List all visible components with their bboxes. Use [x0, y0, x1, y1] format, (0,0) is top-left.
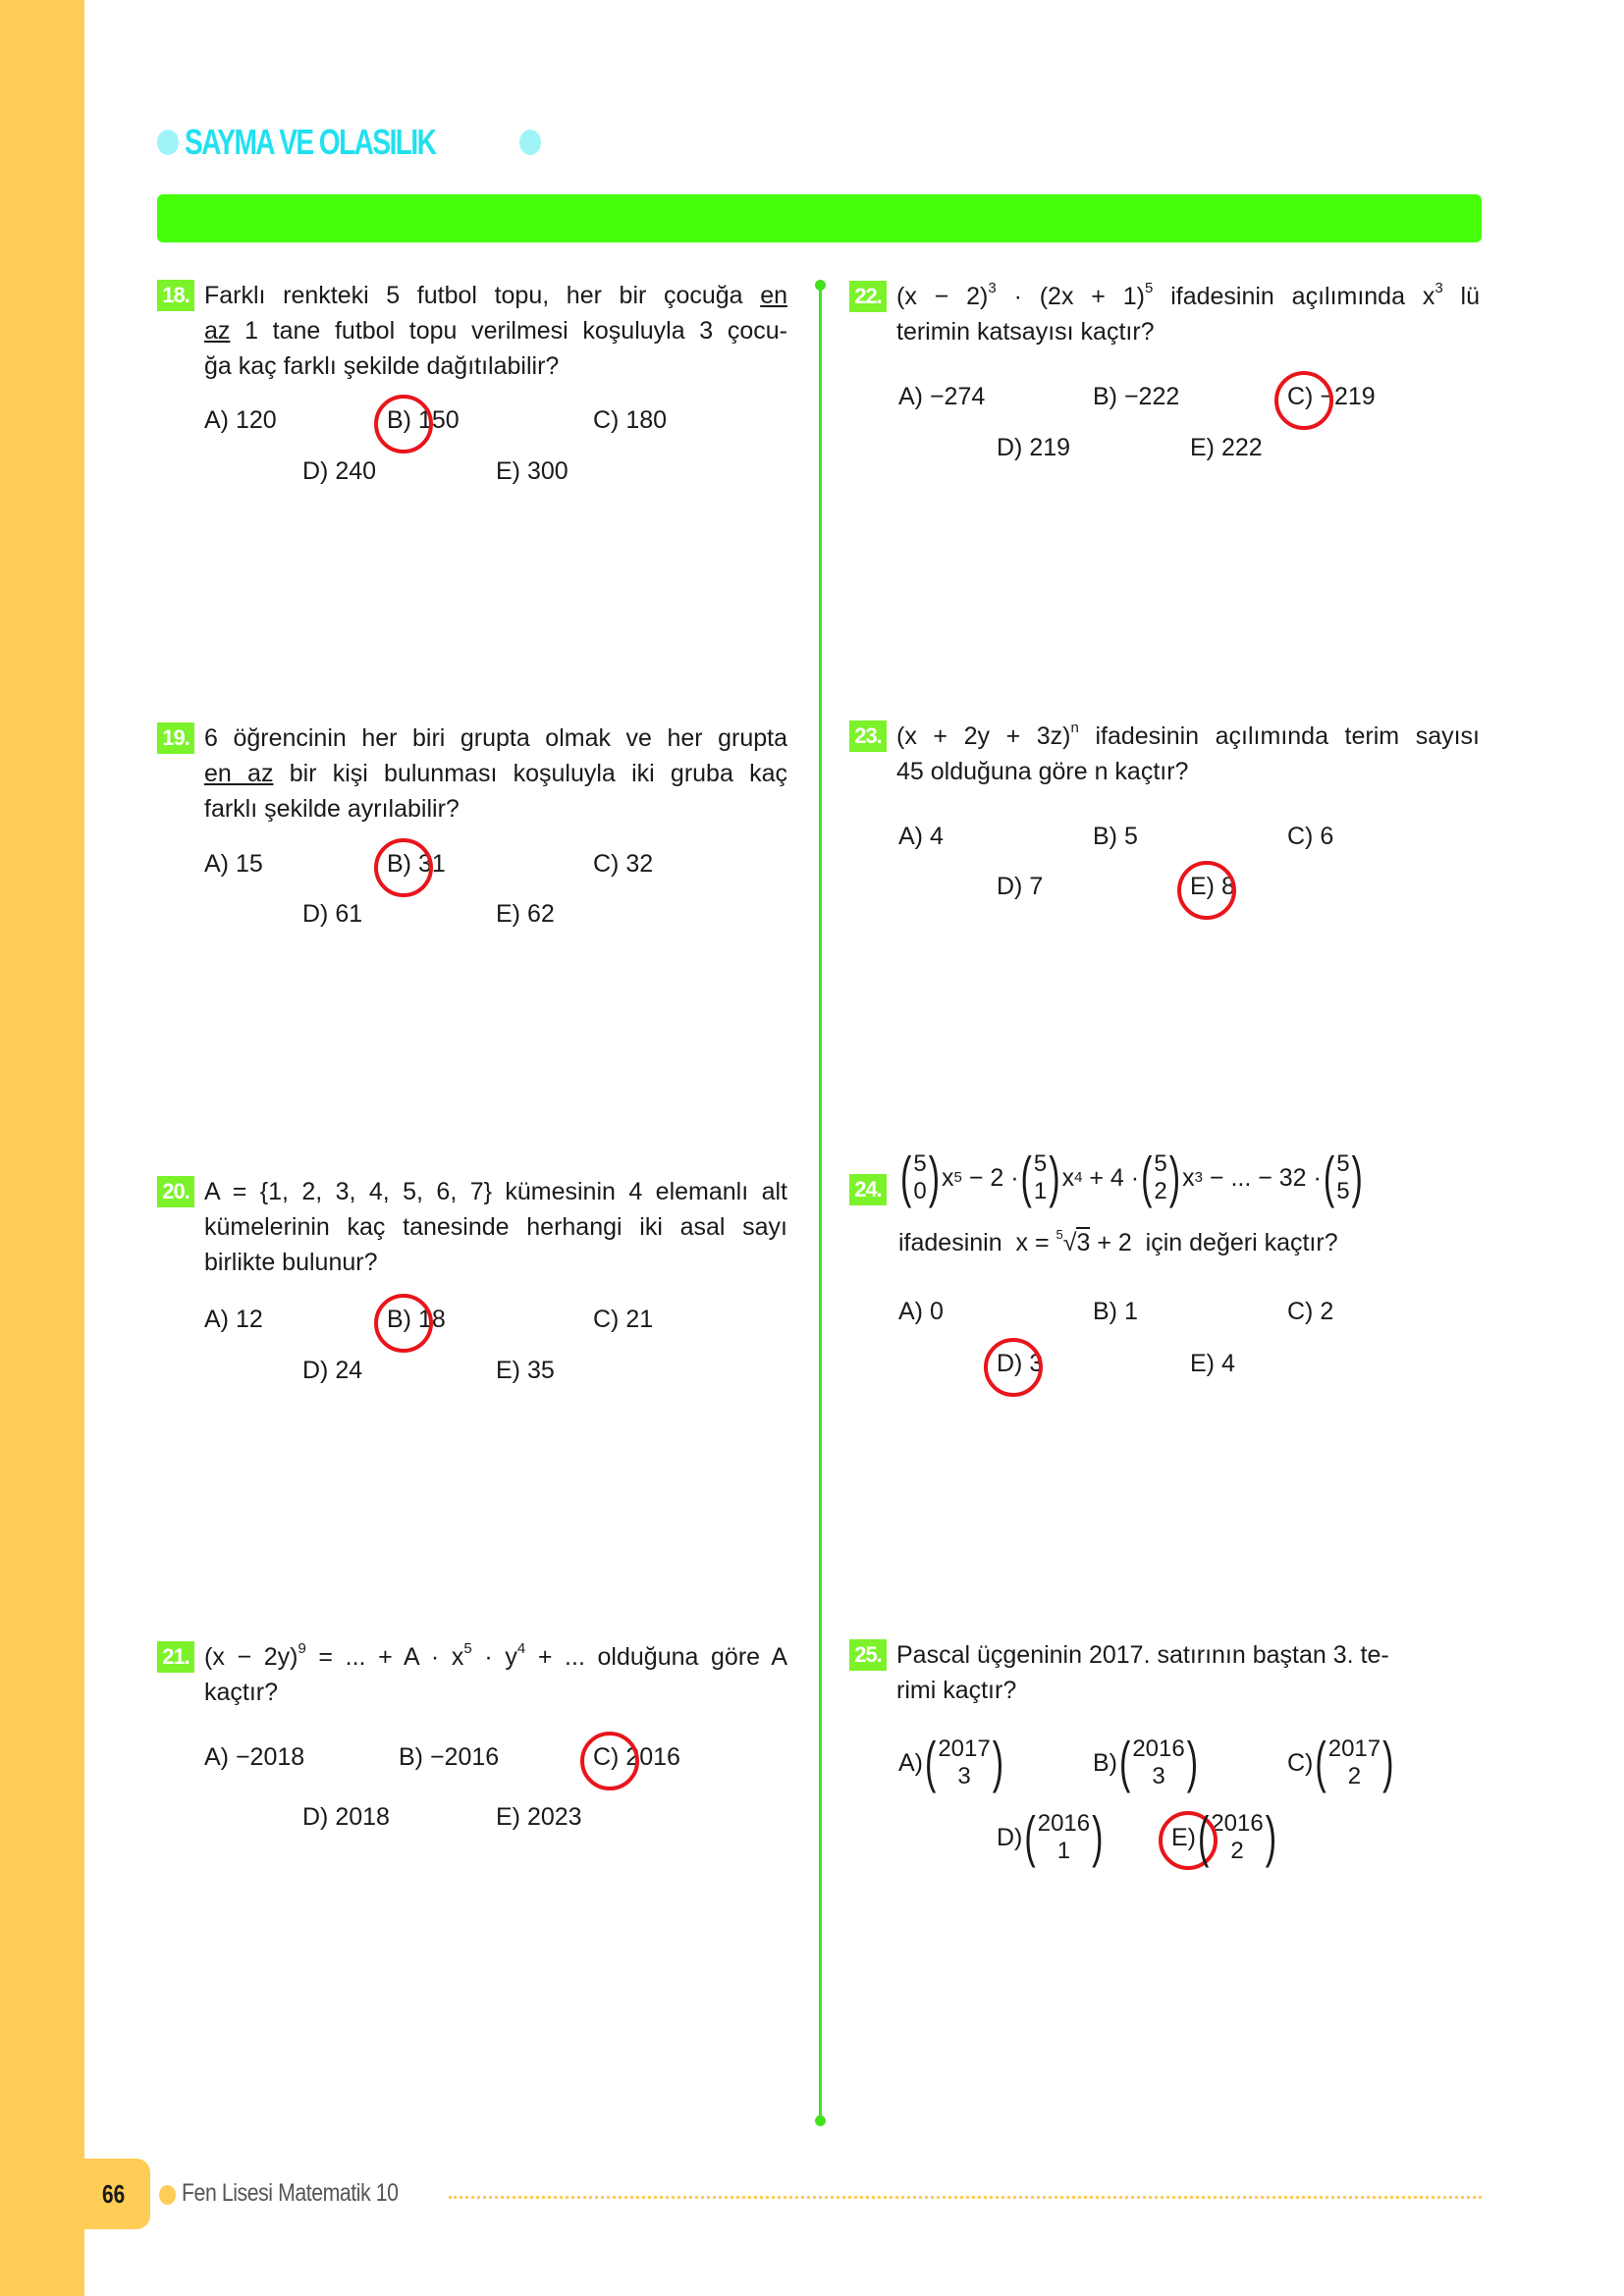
option-b[interactable]	[1093, 1298, 1138, 1326]
option-e[interactable]	[496, 1357, 555, 1385]
text: 3	[1076, 1229, 1091, 1256]
text: 4	[1220, 1350, 1235, 1377]
binomial	[925, 1730, 1004, 1794]
option-a[interactable]	[204, 1743, 304, 1772]
math-part: (	[1119, 1730, 1131, 1794]
text: 180	[625, 406, 668, 434]
binomial	[900, 1146, 941, 1210]
text: 5	[1056, 1227, 1063, 1242]
text: 7	[1029, 873, 1044, 900]
text: 8	[1220, 873, 1235, 900]
math-part	[1326, 1735, 1382, 1790]
math-part	[936, 1735, 992, 1790]
option-c[interactable]	[1287, 823, 1333, 851]
text: C)	[593, 850, 620, 878]
option-e[interactable]	[1190, 434, 1263, 462]
option-d[interactable]	[997, 434, 1070, 462]
text: 3	[957, 1763, 971, 1789]
text: D)	[302, 1357, 329, 1384]
math-part	[911, 1150, 928, 1205]
text: B)	[1093, 1298, 1117, 1325]
option-a[interactable]	[204, 850, 263, 879]
option-b[interactable]	[1093, 383, 1179, 411]
text: ifadesinin x =	[898, 1229, 1056, 1256]
option-b[interactable]	[399, 1743, 499, 1772]
text: (x + 2y + 3z)	[896, 722, 1071, 750]
math-part: (	[1024, 1804, 1036, 1869]
option-a[interactable]	[898, 1298, 944, 1326]
math-part: (	[900, 1146, 912, 1210]
text: Farklı renkteki 5 futbol topu, her bir çocuğa	[204, 282, 743, 309]
binomial	[1315, 1730, 1394, 1794]
answer-circle: B)	[387, 1306, 411, 1333]
text: 5	[463, 1640, 472, 1657]
text: 240	[335, 457, 377, 485]
text: 31	[417, 850, 446, 878]
option-b[interactable]	[387, 1306, 446, 1334]
question-number: 19.	[157, 722, 194, 754]
section-title	[157, 122, 541, 163]
question-text	[898, 1225, 1338, 1260]
text: 2017	[1327, 1735, 1381, 1762]
text: A)	[898, 1748, 923, 1777]
bullet-icon	[157, 130, 179, 155]
text: x	[1061, 1164, 1075, 1192]
text: 0	[929, 1298, 944, 1325]
text: = ... + A · x	[318, 1643, 464, 1671]
text: 150	[417, 406, 460, 434]
binomial	[1020, 1146, 1060, 1210]
text: kümelerinin kaç tanesinde herhangi iki asal sayı	[204, 1213, 787, 1241]
text: 3	[988, 280, 997, 296]
option-d[interactable]	[997, 873, 1043, 901]
option-c[interactable]	[593, 850, 653, 879]
question-number: 25.	[849, 1639, 887, 1671]
text: −274	[929, 383, 986, 410]
text: D)	[997, 873, 1023, 900]
bullet-icon	[159, 2185, 176, 2205]
text: 2	[1320, 1298, 1334, 1325]
math-part	[1036, 1810, 1092, 1865]
text: bir kişi bulunması koşuluyla iki gruba kaç	[289, 760, 787, 787]
text: C)	[1287, 1748, 1314, 1777]
text: E)	[496, 457, 520, 485]
text: ifadesinin açılımında terim sayısı	[1095, 722, 1480, 750]
text: A)	[204, 850, 229, 878]
text: 35	[526, 1357, 555, 1384]
option-a[interactable]	[898, 823, 944, 851]
text: (x − 2)	[896, 283, 989, 310]
text: D)	[997, 1823, 1023, 1851]
text: E)	[1190, 1350, 1215, 1377]
text: x	[1182, 1164, 1195, 1192]
option-a[interactable]	[898, 383, 985, 411]
text: 2023	[526, 1803, 582, 1831]
option-e[interactable]	[1171, 1804, 1278, 1869]
text: 5	[1144, 280, 1154, 296]
text: 1	[1123, 1298, 1138, 1325]
text: kümesinin 4 elemanlı alt	[505, 1178, 787, 1205]
text: ifadesinin açılımında x	[1170, 283, 1435, 310]
text: 21	[625, 1306, 654, 1333]
math-part: )	[928, 1146, 941, 1210]
text: 2018	[335, 1803, 390, 1831]
text: · y	[484, 1643, 517, 1671]
math-part: (	[1020, 1146, 1032, 1210]
option-d[interactable]	[302, 457, 376, 486]
math-part: )	[1049, 1146, 1060, 1210]
sidebar-stripe	[0, 0, 84, 2296]
option-e[interactable]	[496, 900, 555, 929]
text: 32	[625, 850, 654, 878]
question-number: 21.	[157, 1641, 194, 1673]
text: 18	[417, 1306, 446, 1333]
text: 6 öğrencinin her biri grupta olmak ve her grupta	[204, 724, 787, 752]
text: −2018	[235, 1743, 305, 1771]
text: −219	[1320, 383, 1376, 410]
answer-circle: E)	[1190, 873, 1215, 900]
math-part: )	[1186, 1730, 1199, 1794]
text: 1 tane futbol topu verilmesi koşuluyla 3 çocu-	[244, 317, 787, 345]
math-part	[1130, 1735, 1186, 1790]
text: B)	[1093, 823, 1117, 850]
text: 120	[235, 406, 277, 434]
text: D)	[997, 434, 1023, 461]
text: 2	[1230, 1838, 1244, 1864]
text: + 4 ·	[1089, 1164, 1140, 1192]
text: A)	[204, 1306, 229, 1333]
book-title: Fen Lisesi Matematik 10	[182, 2179, 399, 2207]
math-part: )	[1351, 1146, 1363, 1210]
divider-dot	[815, 2115, 826, 2126]
bullet-icon	[519, 130, 541, 155]
footer-dotted-rule	[449, 2196, 1482, 2199]
text: 3	[1029, 1350, 1044, 1377]
text: rimi kaçtır?	[896, 1677, 1017, 1704]
text: 3	[1435, 280, 1443, 296]
text: 2	[1154, 1178, 1167, 1204]
math-part: )	[1168, 1146, 1181, 1210]
option-c[interactable]	[1287, 1298, 1333, 1326]
option-b[interactable]	[387, 850, 446, 879]
text: E)	[496, 900, 520, 928]
text: lü	[1460, 283, 1481, 310]
option-d[interactable]	[997, 1350, 1043, 1378]
divider-dot	[815, 280, 826, 291]
text: terimin katsayısı kaçtır?	[896, 318, 1155, 346]
math-part: )	[1265, 1804, 1277, 1869]
text: Pascal üçgeninin 2017. satırının baştan 3. te-	[896, 1641, 1389, 1669]
text: 61	[335, 900, 363, 928]
text: B)	[399, 1743, 423, 1771]
math-part: (	[1198, 1804, 1210, 1869]
text: C)	[593, 1306, 620, 1333]
text: 62	[526, 900, 555, 928]
option-d[interactable]	[302, 900, 362, 929]
question-number: 18.	[157, 280, 194, 311]
answer-circle: E)	[1171, 1823, 1196, 1851]
text: + 2 için değeri kaçtır?	[1097, 1229, 1338, 1256]
text: 2	[1347, 1763, 1362, 1789]
text: −222	[1123, 383, 1180, 410]
math-part: (	[925, 1730, 937, 1794]
option-a[interactable]	[204, 406, 277, 435]
math-part	[1209, 1810, 1265, 1865]
question-number: 22.	[849, 281, 887, 312]
text: 9	[298, 1640, 306, 1657]
text: A)	[204, 406, 229, 434]
text: 24	[335, 1357, 363, 1384]
option-b[interactable]	[1093, 823, 1138, 851]
binomial-expression: ( 5 0 ) x 5 − 2 · ( 5 1 ) x 4 + 4 · ( 5 2 ) x 3 − ... − 32 · ( 5 5 )	[900, 1146, 1363, 1210]
text: 5	[1336, 1150, 1350, 1177]
text: E)	[496, 1803, 520, 1831]
text: n	[1070, 720, 1079, 736]
option-c[interactable]	[593, 406, 667, 435]
text: 2016	[1211, 1810, 1264, 1837]
text: 5	[1154, 1150, 1167, 1177]
text: farklı şekilde ayrılabilir?	[204, 795, 460, 823]
text: 2016	[625, 1743, 680, 1771]
text: 4	[929, 823, 944, 850]
option-c[interactable]	[1287, 1730, 1395, 1794]
text: 1	[1056, 1838, 1071, 1864]
answer-circle: C)	[593, 1743, 620, 1771]
text: 1	[1033, 1178, 1048, 1204]
math-part: (	[1315, 1730, 1326, 1794]
option-c[interactable]	[593, 1306, 653, 1334]
binomial	[1119, 1730, 1199, 1794]
text: 12	[235, 1306, 263, 1333]
text: 15	[235, 850, 263, 878]
text: · (2x + 1)	[1013, 283, 1145, 310]
text: C)	[593, 406, 620, 434]
option-e[interactable]	[496, 457, 568, 486]
text: birlikte bulunur?	[204, 1249, 378, 1276]
binomial	[1024, 1804, 1104, 1869]
text: − 2 ·	[968, 1164, 1019, 1192]
text: 0	[913, 1178, 927, 1204]
option-b[interactable]	[387, 406, 460, 435]
option-c[interactable]	[593, 1743, 680, 1772]
math-part: (	[1323, 1146, 1335, 1210]
text: 2016	[1132, 1735, 1185, 1762]
text: A)	[898, 823, 923, 850]
text: x	[942, 1164, 954, 1192]
text: D)	[302, 1803, 329, 1831]
question-number: 20.	[157, 1176, 194, 1207]
text: (x − 2y)	[204, 1643, 298, 1671]
option-d[interactable]	[302, 1803, 390, 1832]
option-d[interactable]	[997, 1804, 1105, 1869]
text: 45 olduğuna göre n kaçtır?	[896, 758, 1189, 785]
math-part: )	[992, 1730, 1004, 1794]
text: A = {1, 2, 3, 4, 5, 6, 7}	[204, 1178, 492, 1205]
column-divider	[819, 285, 822, 2120]
text: 5	[1123, 823, 1138, 850]
answer-circle: D)	[997, 1350, 1023, 1377]
text: A)	[204, 1743, 229, 1771]
text: 2017	[938, 1735, 991, 1762]
math-part	[1334, 1150, 1351, 1205]
text: E)	[1190, 434, 1215, 461]
binomial	[1141, 1146, 1181, 1210]
text: + ... olduğuna göre A	[537, 1643, 787, 1671]
text: − ... − 32 ·	[1209, 1164, 1322, 1192]
text: C)	[1287, 823, 1314, 850]
binomial	[1323, 1146, 1363, 1210]
option-e[interactable]	[496, 1803, 582, 1832]
text: A)	[898, 383, 923, 410]
text: 6	[1320, 823, 1334, 850]
option-e[interactable]	[1190, 1350, 1235, 1378]
text: ğa kaç farklı şekilde dağıtılabilir?	[204, 352, 560, 380]
option-e[interactable]	[1190, 873, 1235, 901]
text: A)	[898, 1298, 923, 1325]
text: en az	[204, 760, 274, 787]
option-a[interactable]	[898, 1730, 1005, 1794]
text: 222	[1220, 434, 1263, 461]
text: 5	[1033, 1150, 1048, 1177]
text: 5	[1336, 1178, 1350, 1204]
answer-circle: B)	[387, 406, 411, 434]
math-part: )	[1382, 1730, 1394, 1794]
option-a[interactable]	[204, 1306, 263, 1334]
math-part	[1032, 1150, 1049, 1205]
text: en	[760, 282, 787, 309]
header-band	[157, 194, 1482, 242]
option-c[interactable]	[1287, 383, 1376, 411]
answer-circle: B)	[387, 850, 411, 878]
text: D)	[302, 900, 329, 928]
text: 300	[526, 457, 568, 485]
text: 3	[1152, 1763, 1165, 1789]
page-number: 66	[102, 2179, 126, 2209]
text: kaçtır?	[204, 1679, 279, 1706]
section-title-text: SAYMA VE OLASILIK	[185, 122, 436, 162]
text: 4	[516, 1640, 526, 1657]
option-d[interactable]	[302, 1357, 362, 1385]
math-part: )	[1092, 1804, 1104, 1869]
text: C)	[1287, 1298, 1314, 1325]
math-part	[1152, 1150, 1168, 1205]
question-number: 23.	[849, 721, 887, 752]
question-number: 24.	[849, 1174, 887, 1205]
answer-circle: C)	[1287, 383, 1314, 410]
text: D)	[302, 457, 329, 485]
option-b[interactable]	[1093, 1730, 1200, 1794]
text: 219	[1029, 434, 1071, 461]
text: B)	[1093, 383, 1117, 410]
root-icon: √	[1062, 1229, 1077, 1256]
text: az	[204, 317, 231, 345]
text: 5	[913, 1150, 927, 1177]
text: −2016	[429, 1743, 500, 1771]
text: B)	[1093, 1748, 1117, 1777]
text: E)	[496, 1357, 520, 1384]
text: 2016	[1037, 1810, 1091, 1837]
math-part: (	[1141, 1146, 1153, 1210]
